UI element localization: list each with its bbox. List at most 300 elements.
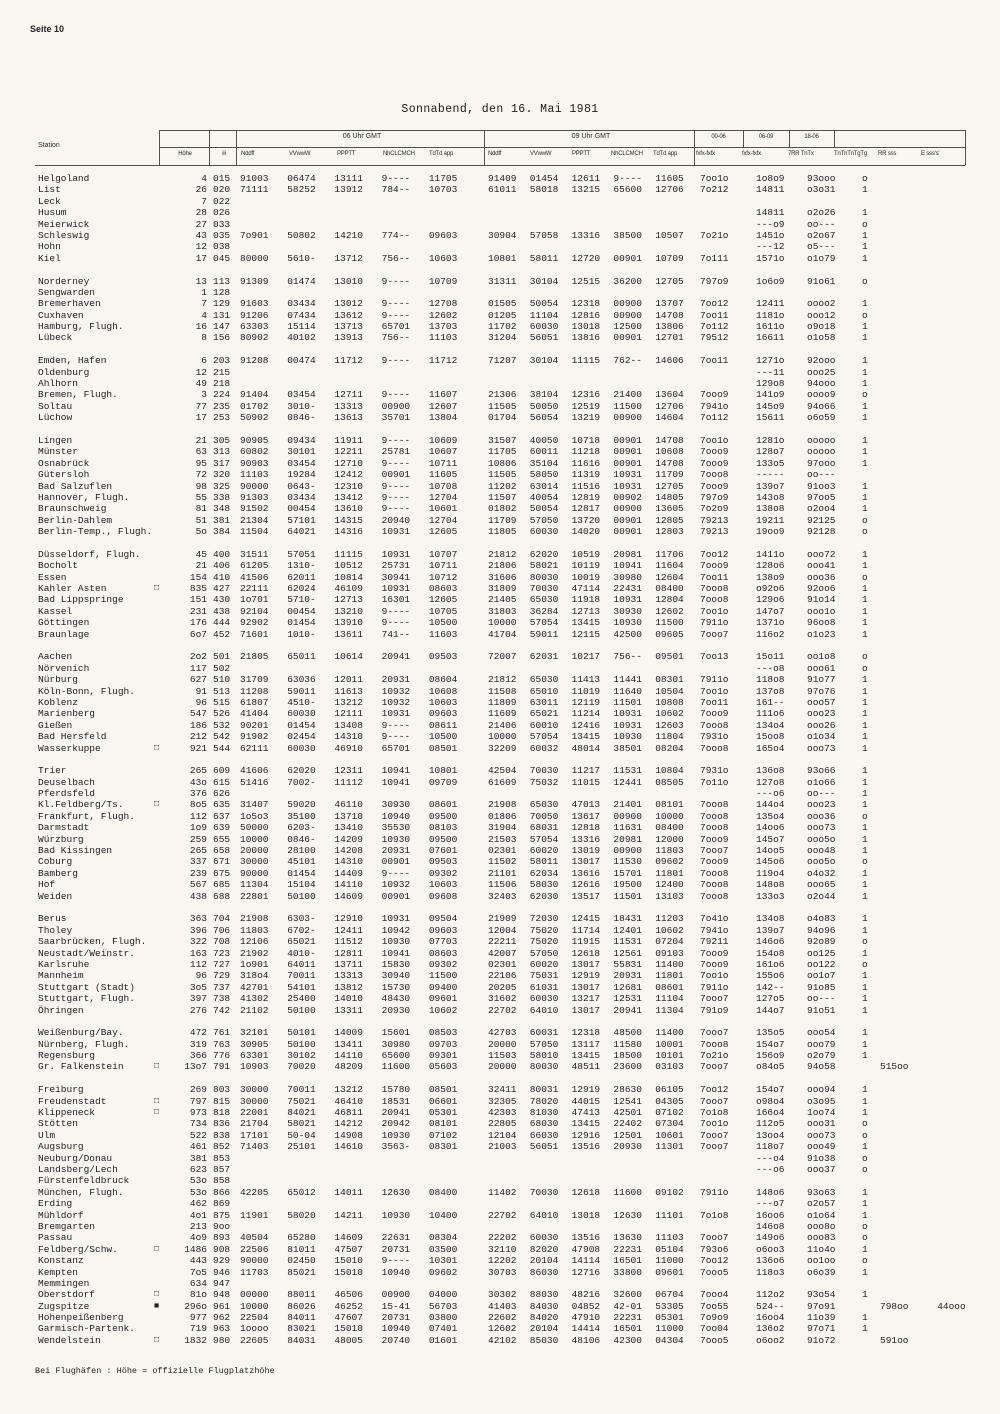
station-number: 803: [213, 1084, 231, 1096]
station-name: Bad Hersfeld: [38, 731, 107, 743]
summary-06-09-value: 143o8: [756, 491, 785, 503]
station-number: 658: [213, 845, 231, 857]
station-name: Kassel: [38, 605, 73, 617]
summary-06-09-value: 148o6: [756, 1186, 785, 1198]
summary-06-09-value: ---o8: [756, 662, 785, 674]
station-elevation: 43o: [189, 776, 207, 788]
summary-18-06-value: o1o58: [807, 332, 836, 344]
obs-09gmt-values: 12202 20104 14114 16501 11000: [488, 1255, 684, 1267]
station-elevation: 163: [189, 947, 207, 959]
station-row: [35, 856, 967, 867]
obs-06gmt-values: 10903 70020 48209 11600 05603: [240, 1061, 458, 1073]
station-row: [35, 310, 967, 321]
summary-18-06-value: ooooo: [807, 446, 836, 458]
summary-flag: 1: [862, 799, 868, 811]
obs-06gmt-values: 22605 84031 48005 20740 01601: [240, 1334, 458, 1346]
summary-18-06-value: o4o83: [807, 913, 836, 925]
obs-06gmt-values: 90905 09434 11911 9---- 10609: [240, 434, 458, 446]
summary-00-06-value: 797o9: [700, 491, 729, 503]
station-number: 836: [213, 1118, 231, 1130]
summary-flag: 1: [862, 594, 868, 606]
station-row: [35, 879, 967, 890]
summary-18-06-value: oo---: [807, 469, 836, 481]
obs-06gmt-values: 91404 03454 12711 9---- 11607: [240, 389, 458, 401]
station-number: 026: [213, 207, 231, 219]
summary-flag: 1: [862, 1243, 868, 1255]
obs-06gmt-values: 61807 4510- 13212 10932 10603: [240, 696, 458, 708]
obs-06gmt-values: 71111 58252 13912 784-- 10703: [240, 184, 458, 196]
group-spacer: [35, 1016, 967, 1027]
summary-18-06-value: 94o96: [807, 924, 836, 936]
station-row: [35, 765, 967, 776]
station-row: [35, 936, 967, 947]
summary-00-06-value: 7ooo9: [700, 446, 729, 458]
summary-18-06-value: o6o59: [807, 412, 836, 424]
obs-06gmt-values: 22801 50100 14609 00901 09608: [240, 890, 458, 902]
summary-06-09-value: 111o6: [756, 708, 785, 720]
summary-flag: o: [862, 856, 868, 868]
station-name: Berlin-Temp., Flugh.: [38, 526, 153, 538]
summary-flag: 1: [862, 1198, 868, 1210]
summary-00-06-value: 7oo11: [700, 355, 729, 367]
station-elevation: 472: [189, 1027, 207, 1039]
summary-18-06-value: ooo48: [807, 845, 836, 857]
summary-flag: o: [862, 389, 868, 401]
obs-06gmt-values: 50902 0846- 13613 35701 13804: [240, 412, 458, 424]
obs-09gmt-values: 21812 62020 10519 20981 11706: [488, 548, 684, 560]
station-elevation: 973: [189, 1107, 207, 1119]
summary-18-06-value: ooo49: [807, 1141, 836, 1153]
summary-18-06-value: o6o39: [807, 1266, 836, 1278]
station-name: Kahler Asten: [38, 583, 107, 595]
col-sum-1: fxfx-fxfx: [696, 151, 715, 157]
station-number: 313: [213, 446, 231, 458]
summary-flag: 1: [862, 776, 868, 788]
station-row: [35, 617, 967, 628]
station-name: Freudenstadt: [38, 1095, 107, 1107]
summary-flag: o: [862, 958, 868, 970]
summary-06-09-value: 134o4: [756, 719, 785, 731]
station-name: Stuttgart (Stadt): [38, 981, 135, 993]
col-sum-e: E sss's': [921, 151, 940, 157]
obs-06gmt-values: 62111 60030 46910 65701 08501: [240, 742, 458, 754]
station-name: Tholey: [38, 924, 73, 936]
summary-06-09-value: 129o6: [756, 594, 785, 606]
station-number: 438: [213, 605, 231, 617]
station-number: 761: [213, 1027, 231, 1039]
station-row: [35, 1039, 967, 1050]
station-name: Trier: [38, 765, 67, 777]
header-divider: [484, 130, 485, 165]
summary-06-09-value: ---o6: [756, 788, 785, 800]
station-name: Aachen: [38, 651, 73, 663]
obs-09gmt-values: 22702 64010 13018 12630 11101: [488, 1209, 684, 1221]
station-row: [35, 492, 967, 503]
summary-flag: 1: [862, 252, 868, 264]
station-number: 893: [213, 1232, 231, 1244]
station-elevation: 13o7: [184, 1061, 207, 1073]
summary-18-06-value: ooo61: [807, 662, 836, 674]
obs-09gmt-values: 12004 75020 11714 12401 10602: [488, 924, 684, 936]
summary-18-06-value: ooo54: [807, 1027, 836, 1039]
station-name: Bad Salzuflen: [38, 480, 113, 492]
obs-09gmt-values: 21806 58021 10119 10941 11604: [488, 560, 684, 572]
obs-06gmt-values: 22111 62024 46109 10931 08603: [240, 583, 458, 595]
station-elevation: 45: [195, 548, 207, 560]
station-elevation: 319: [189, 1038, 207, 1050]
summary-06-09-value: 1611o: [756, 321, 785, 333]
summary-00-06-value: 7o41o: [700, 913, 729, 925]
station-elevation: 98: [195, 480, 207, 492]
summary-06-09-value: 1o8o9: [756, 173, 785, 184]
obs-09gmt-values: 20205 61031 13017 12681 08601: [488, 981, 684, 993]
summary-18-06-value: ooo31: [807, 1118, 836, 1130]
summary-00-06-value: 7ooo7: [700, 628, 729, 640]
summary-00-06-value: 7o21o: [700, 229, 729, 241]
station-name: Köln-Bonn, Flugh.: [38, 685, 135, 697]
summary-00-06-value: 7ooo9: [700, 958, 729, 970]
station-elevation: 522: [189, 1129, 207, 1141]
col-09-ppptt: PPPTT: [572, 151, 591, 157]
station-row: [35, 708, 967, 719]
station-name: Göttingen: [38, 617, 90, 629]
summary-18-06-value: oo1o8: [807, 651, 836, 663]
col-06-clouds: NhCLCMCH: [383, 151, 415, 157]
station-number: 406: [213, 560, 231, 572]
obs-06gmt-values: 31511 57051 11115 10931 10707: [240, 548, 458, 560]
summary-18-06-value: 11o39: [807, 1312, 836, 1324]
station-number: 723: [213, 947, 231, 959]
summary-06-09-value: 118o7: [756, 1141, 785, 1153]
obs-06gmt-values: 1o701 5710- 12713 16301 12605: [240, 594, 458, 606]
summary-06-09-value: 127o8: [756, 776, 785, 788]
station-elevation: 634: [189, 1277, 207, 1289]
summary-00-06-value: 7oo1o: [700, 1118, 729, 1130]
station-elevation: 12: [195, 366, 207, 378]
station-elevation: 265: [189, 845, 207, 857]
station-number: 015: [213, 173, 231, 184]
station-elevation: 95: [195, 457, 207, 469]
summary-flag: o: [862, 662, 868, 674]
obs-09gmt-values: 42303 81030 47413 42501 07102: [488, 1107, 684, 1119]
station-number: 704: [213, 913, 231, 925]
summary-extra-value: 515oo: [880, 1061, 909, 1073]
summary-flag: o: [862, 571, 868, 583]
station-elevation: 43: [195, 229, 207, 241]
summary-flag: 1: [862, 890, 868, 902]
station-name: Mannheim: [38, 970, 84, 982]
station-elevation: 921: [189, 742, 207, 754]
summary-flag: 1: [862, 913, 868, 925]
station-number: 963: [213, 1323, 231, 1335]
summary-06-09-value: 14811: [756, 207, 785, 219]
obs-09gmt-values: 91409 01454 12611 9---- 11605: [488, 173, 684, 184]
station-elevation: 17: [195, 252, 207, 264]
obs-09gmt-values: 42007 57050 12618 12561 09103: [488, 947, 684, 959]
station-name: Passau: [38, 1232, 73, 1244]
station-number: 947: [213, 1277, 231, 1289]
summary-18-06-value: o4o32: [807, 867, 836, 879]
station-name: Hohn: [38, 241, 61, 253]
station-row: [35, 799, 967, 810]
obs-06gmt-values: 91902 02454 14310 9---- 10500: [240, 731, 458, 743]
summary-00-06-value: 7ooo8: [700, 867, 729, 879]
summary-flag: 1: [862, 321, 868, 333]
obs-06gmt-values: 11304 15104 14110 10932 10603: [240, 879, 458, 891]
group-spacer: [35, 344, 967, 355]
summary-18-06-value: 93o54: [807, 1289, 836, 1301]
station-elevation: 5o: [195, 526, 207, 538]
station-name: Oberstdorf: [38, 1289, 96, 1301]
station-name: Sengwarden: [38, 286, 96, 298]
summary-00-06-value: 7ooo8: [700, 799, 729, 811]
station-elevation: 63: [195, 446, 207, 458]
station-elevation: 212: [189, 731, 207, 743]
obs-09gmt-values: 12104 66030 12916 12501 10601: [488, 1129, 684, 1141]
page-title: Sonnabend, den 16. Mai 1981: [401, 103, 599, 116]
summary-06-09-value: 146o8: [756, 1220, 785, 1232]
station-elevation: 112: [189, 958, 207, 970]
station-row: [35, 173, 967, 184]
obs-09gmt-values: 41704 59011 12115 42500 09605: [488, 628, 684, 640]
summary-06-09-value: 139o7: [756, 924, 785, 936]
obs-06gmt-values: 20000 28100 14208 20931 07601: [240, 845, 458, 857]
station-number: 410: [213, 571, 231, 583]
summary-flag: 1: [862, 457, 868, 469]
station-elevation: 296o: [184, 1300, 207, 1312]
obs-06gmt-values: 11703 85021 15010 10940 09602: [240, 1266, 458, 1278]
station-name: Lingen: [38, 434, 73, 446]
station-number: 706: [213, 924, 231, 936]
station-name: Fürstenfeldbruck: [38, 1175, 130, 1187]
station-elevation: 835: [189, 583, 207, 595]
station-number: 875: [213, 1209, 231, 1221]
station-elevation: 438: [189, 890, 207, 902]
summary-06-09-value: o98o4: [756, 1095, 785, 1107]
station-elevation: 176: [189, 617, 207, 629]
summary-06-09-value: 145o7: [756, 833, 785, 845]
station-row: [35, 913, 967, 924]
obs-06gmt-values: 11803 6702- 12411 10942 09603: [240, 924, 458, 936]
obs-09gmt-values: 30302 88030 48216 32600 06704: [488, 1289, 684, 1301]
header-divider: [236, 130, 237, 165]
station-name: Oldenburg: [38, 366, 90, 378]
col-period-06-09: 06-09: [758, 134, 774, 140]
summary-06-09-value: 112o2: [756, 1289, 785, 1301]
station-number: 384: [213, 526, 231, 538]
summary-flag: 1: [862, 947, 868, 959]
station-name: Braunschweig: [38, 503, 107, 515]
station-row: [35, 1301, 967, 1312]
station-row: [35, 389, 967, 400]
summary-00-06-value: 7911o: [700, 617, 729, 629]
station-row: [35, 1130, 967, 1141]
station-name: Gießen: [38, 719, 73, 731]
summary-18-06-value: o2o57: [807, 1198, 836, 1210]
station-row: [35, 287, 967, 298]
obs-09gmt-values: 01505 50054 12318 00900 13707: [488, 298, 684, 310]
summary-18-06-value: oooo9: [807, 389, 836, 401]
station-number: 156: [213, 332, 231, 344]
obs-09gmt-values: 21812 65030 11413 11441 08301: [488, 674, 684, 686]
station-name: Stötten: [38, 1118, 78, 1130]
summary-flag: 1: [862, 434, 868, 446]
station-elevation: 4o9: [189, 1232, 207, 1244]
summary-18-06-value: o5---: [807, 241, 836, 253]
station-name: Kiel: [38, 252, 61, 264]
summary-flag: 1: [862, 184, 868, 196]
summary-06-09-value: 19211: [756, 514, 785, 526]
station-row: [35, 1232, 967, 1243]
summary-06-09-value: 135o4: [756, 810, 785, 822]
summary-06-09-value: 136o8: [756, 765, 785, 777]
summary-00-06-value: 7oo1o: [700, 605, 729, 617]
obs-09gmt-values: 72007 62031 10217 756-- 09501: [488, 651, 684, 663]
obs-09gmt-values: 21101 62034 13616 15701 11801: [488, 867, 684, 879]
summary-flag: 1: [862, 560, 868, 572]
summary-18-06-value: ooo12: [807, 309, 836, 321]
summary-00-06-value: 7ooo9: [700, 833, 729, 845]
summary-00-06-value: 7ooo5: [700, 1334, 729, 1346]
summary-06-09-value: o6oo2: [756, 1334, 785, 1346]
obs-06gmt-values: 11901 58020 14211 10930 10400: [240, 1209, 458, 1221]
station-name: Regensburg: [38, 1050, 96, 1062]
summary-18-06-value: 91o61: [807, 275, 836, 287]
station-row: [35, 435, 967, 446]
summary-00-06-value: 7ooo7: [700, 845, 729, 857]
station-row: [35, 1118, 967, 1129]
obs-09gmt-values: 21003 56051 13516 20930 11301: [488, 1141, 684, 1153]
summary-18-06-value: 93ooo: [807, 173, 836, 184]
station-row: [35, 549, 967, 560]
summary-flag: 1: [862, 1095, 868, 1107]
station-name: Meierwick: [38, 218, 90, 230]
summary-flag: o: [862, 218, 868, 230]
summary-flag: o: [862, 651, 868, 663]
station-row: [35, 845, 967, 856]
station-row: [35, 1335, 967, 1346]
station-number: 325: [213, 480, 231, 492]
summary-06-09-value: 524--: [756, 1300, 785, 1312]
summary-06-09-value: 15oo8: [756, 731, 785, 743]
station-row: [35, 1050, 967, 1061]
station-number: 038: [213, 241, 231, 253]
obs-09gmt-values: 20000 80030 48511 23600 03103: [488, 1061, 684, 1073]
summary-00-06-value: 7o1o8: [700, 1107, 729, 1119]
summary-06-09-value: 128o7: [756, 446, 785, 458]
station-number: 510: [213, 674, 231, 686]
summary-00-06-value: 7oo12: [700, 1255, 729, 1267]
summary-18-06-value: oo---: [807, 218, 836, 230]
station-marker-icon: □: [154, 583, 160, 594]
obs-09gmt-values: 22211 75020 11915 11531 07204: [488, 936, 684, 948]
summary-flag: 1: [862, 617, 868, 629]
station-name: Münster: [38, 446, 78, 458]
summary-18-06-value: 97o71: [807, 1323, 836, 1335]
summary-18-06-value: o2o67: [807, 229, 836, 241]
summary-06-09-value: ---12: [756, 241, 785, 253]
station-name: Kl.Feldberg/Ts.: [38, 799, 124, 811]
group-spacer: [35, 264, 967, 275]
summary-06-09-value: 165o4: [756, 742, 785, 754]
station-row: [35, 743, 967, 754]
station-name: Koblenz: [38, 696, 78, 708]
station-row: [35, 720, 967, 731]
station-number: 946: [213, 1266, 231, 1278]
obs-06gmt-values: 12106 65021 11512 10930 07703: [240, 936, 458, 948]
obs-06gmt-values: 1oooo 83021 15010 10940 07401: [240, 1323, 458, 1335]
station-number: 513: [213, 685, 231, 697]
obs-09gmt-values: 11507 40054 12819 00902 14805: [488, 491, 684, 503]
station-name: Weiden: [38, 890, 73, 902]
summary-00-06-value: 7ooo8: [700, 719, 729, 731]
station-elevation: 53o: [189, 1175, 207, 1187]
obs-09gmt-values: 61011 58018 13215 65600 12706: [488, 184, 684, 196]
station-number: 444: [213, 617, 231, 629]
station-name: Frankfurt, Flugh.: [38, 810, 135, 822]
header-divider: [209, 130, 210, 165]
summary-00-06-value: 7ooo8: [700, 1038, 729, 1050]
station-name: Husum: [38, 207, 67, 219]
summary-18-06-value: 91o77: [807, 674, 836, 686]
summary-00-06-value: 7oo12: [700, 298, 729, 310]
summary-18-06-value: 91o72: [807, 1334, 836, 1346]
obs-09gmt-values: 31809 70030 47114 22431 08400: [488, 583, 684, 595]
station-row: [35, 1289, 967, 1300]
station-marker-icon: □: [154, 1243, 160, 1254]
station-name: Garmisch-Partenk.: [38, 1323, 135, 1335]
station-number: 338: [213, 491, 231, 503]
obs-06gmt-values: 21704 58021 14212 20942 08101: [240, 1118, 458, 1130]
summary-18-06-value: 92ooo: [807, 355, 836, 367]
station-number: 9oo: [213, 1220, 231, 1232]
station-number: 635: [213, 799, 231, 811]
station-row: [35, 1210, 967, 1221]
station-name: Lübeck: [38, 332, 73, 344]
obs-06gmt-values: 32101 50101 14009 15601 08503: [240, 1027, 458, 1039]
station-row: [35, 1107, 967, 1118]
station-number: 866: [213, 1186, 231, 1198]
summary-00-06-value: 7o2o9: [700, 503, 729, 515]
summary-06-09-value: ---o6: [756, 1163, 785, 1175]
station-number: 320: [213, 469, 231, 481]
station-row: [35, 298, 967, 309]
summary-06-09-value: 1o6o9: [756, 275, 785, 287]
summary-flag: 1: [862, 446, 868, 458]
station-name: Bremgarten: [38, 1220, 96, 1232]
station-name: Gr. Falkenstein: [38, 1061, 124, 1073]
summary-18-06-value: ooo73: [807, 822, 836, 834]
station-number: 671: [213, 856, 231, 868]
obs-09gmt-values: 42504 70030 11217 11531 10804: [488, 765, 684, 777]
summary-06-09-value: ---o4: [756, 1152, 785, 1164]
station-name: Landsberg/Lech: [38, 1163, 118, 1175]
station-row: [35, 196, 967, 207]
obs-09gmt-values: 10000 57054 13415 10930 11500: [488, 617, 684, 629]
summary-00-06-value: 7oo1o: [700, 970, 729, 982]
header-divider: [834, 130, 835, 147]
station-row: [35, 241, 967, 252]
summary-06-09-value: 145o9: [756, 400, 785, 412]
station-number: 045: [213, 252, 231, 264]
summary-00-06-value: 7ooo7: [700, 993, 729, 1005]
observation-table-body: [35, 173, 967, 1346]
summary-flag: o: [862, 1255, 868, 1267]
obs-06gmt-values: 63301 30102 14110 65600 09301: [240, 1050, 458, 1062]
station-row: [35, 651, 967, 662]
summary-06-09-value: 118o3: [756, 1266, 785, 1278]
station-elevation: 396: [189, 924, 207, 936]
